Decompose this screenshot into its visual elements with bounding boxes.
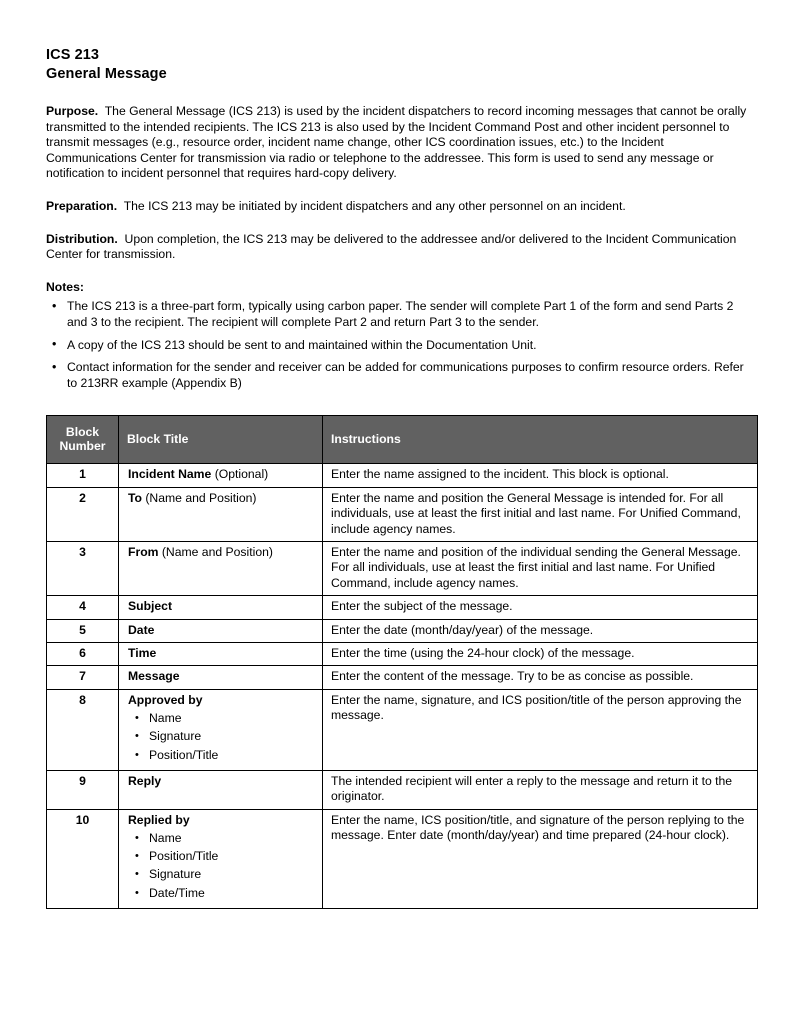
purpose-paragraph [46, 104, 756, 182]
notes-list-item [46, 360, 756, 391]
block-title-subitem [128, 709, 316, 727]
table-row [47, 596, 758, 619]
cell-instructions: Enter the name and position the General Message is intended for. For all individuals, use at least the first initial and last name. For Unified Command, include agency names. [323, 487, 758, 541]
table-row [47, 464, 758, 487]
cell-block-title [119, 464, 323, 487]
notes-item-text: A copy of the ICS 213 should be sent to and maintained within the Documentation Unit. [67, 337, 537, 352]
cell-instructions: Enter the name assigned to the incident. This block is optional. [323, 464, 758, 487]
notes-list [46, 299, 756, 391]
block-title-subitem [128, 746, 316, 764]
cell-instructions: Enter the content of the message. Try to be as concise as possible. [323, 666, 758, 689]
column-header-block-number-line2: Number [59, 439, 106, 454]
purpose-label: Purpose. [46, 104, 99, 118]
bullet-icon: • [135, 868, 139, 881]
block-title-subitem [128, 829, 316, 847]
bullet-icon: • [52, 359, 57, 374]
block-title-bold: Message [128, 669, 180, 684]
preparation-paragraph [46, 199, 756, 215]
block-title-bold: To [128, 490, 142, 505]
table-row [47, 541, 758, 595]
table-row [47, 487, 758, 541]
distribution-label: Distribution. [46, 231, 118, 246]
page-title-line1: ICS 213 [46, 47, 100, 63]
bullet-icon: • [135, 850, 139, 863]
notes-heading: Notes: [46, 279, 84, 294]
block-title-bold: From [128, 544, 159, 559]
block-title-bold: Subject [128, 599, 173, 614]
column-header-block-title: Block Title [119, 416, 323, 464]
cell-instructions: Enter the name, signature, and ICS position/title of the person approving the message. [323, 689, 758, 770]
table-row [47, 770, 758, 809]
block-title-bold: Time [128, 645, 157, 660]
block-title-bold: Approved by [128, 692, 203, 707]
bullet-icon: • [52, 337, 57, 352]
cell-block-number: 2 [47, 487, 119, 541]
cell-block-title [119, 689, 323, 770]
block-title-bold: Incident Name [128, 467, 212, 482]
block-title-subitem-list [128, 829, 316, 902]
block-title-subitem-label: Date/Time [149, 885, 205, 900]
block-title-subitem [128, 847, 316, 865]
page-title-line2: General Message [46, 65, 167, 82]
spacer [46, 182, 756, 199]
cell-block-title [119, 487, 323, 541]
cell-instructions: Enter the name, ICS position/title, and signature of the person replying to the message. Enter date (month/day/year) and time prepared (24-hour clock). [323, 809, 758, 908]
bullet-icon: • [135, 886, 139, 899]
cell-block-number: 10 [47, 809, 119, 908]
block-reference-table [46, 415, 758, 909]
cell-instructions: Enter the time (using the 24-hour clock) of the message. [323, 642, 758, 665]
block-title-subitem-label: Position/Title [149, 747, 219, 762]
column-header-block-number [47, 416, 119, 464]
block-title-regular: (Name and Position) [158, 544, 273, 559]
notes-list-item [46, 299, 756, 330]
block-title-subitem-label: Position/Title [149, 849, 219, 864]
cell-instructions: Enter the subject of the message. [323, 596, 758, 619]
preparation-label: Preparation. [46, 198, 118, 213]
block-title-subitem-label: Name [149, 711, 182, 726]
cell-block-number: 6 [47, 642, 119, 665]
notes-item-text: The ICS 213 is a three-part form, typically using carbon paper. The sender will complete Part 1 of the form and send Parts 2 and 3 to the recipient. The recipient will complete Part 2 and return Part 3 to the sender. [67, 299, 734, 329]
spacer [46, 83, 756, 104]
page-title [46, 46, 756, 83]
cell-block-number: 3 [47, 541, 119, 595]
bullet-icon: • [135, 748, 139, 761]
cell-block-number: 7 [47, 666, 119, 689]
block-title-subitem [128, 727, 316, 745]
bullet-icon: • [135, 712, 139, 725]
block-title-regular: (Name and Position) [141, 490, 257, 505]
block-title-subitem-label: Signature [149, 867, 202, 882]
table-row [47, 642, 758, 665]
table-body [47, 464, 758, 909]
table-row [47, 689, 758, 770]
block-title-subitem [128, 865, 316, 883]
bullet-icon: • [135, 832, 139, 845]
distribution-text: Upon completion, the ICS 213 may be delivered to the addressee and/or delivered to the Incident Communication Center for transmission. [46, 231, 737, 262]
bullet-icon: • [52, 298, 57, 313]
column-header-block-number-line1: Block [65, 424, 100, 439]
spacer [46, 215, 756, 232]
table-row [47, 619, 758, 642]
bullet-icon: • [135, 730, 139, 743]
block-title-bold: Date [128, 622, 155, 637]
purpose-text: The General Message (ICS 213) is used by the incident dispatchers to record incoming messages that cannot be orally transmitted to the intended recipients. The ICS 213 is also used by the Incident Command Post and other incident personnel to transmit messages (e.g., resource order, incident name change, other ICS coordination issues, etc.) to the Incident Communications Center for transmission via radio or telephone to the addressee. This form is used to send any message or notification to incident personnel that requires hard-copy delivery. [46, 104, 747, 181]
cell-block-title [119, 770, 323, 809]
block-title-regular: (Optional) [211, 467, 269, 482]
cell-instructions: The intended recipient will enter a reply to the message and return it to the originator. [323, 770, 758, 809]
block-title-bold: Replied by [128, 812, 190, 827]
spacer [46, 263, 756, 280]
cell-block-number: 8 [47, 689, 119, 770]
block-title-subitem-list [128, 709, 316, 764]
cell-block-number: 5 [47, 619, 119, 642]
table-row [47, 666, 758, 689]
notes-list-item [46, 338, 756, 354]
block-title-subitem-label: Signature [149, 729, 202, 744]
cell-block-title [119, 642, 323, 665]
table-row [47, 809, 758, 908]
preparation-text: The ICS 213 may be initiated by incident dispatchers and any other personnel on an incident. [123, 198, 626, 213]
cell-block-number: 4 [47, 596, 119, 619]
cell-block-title [119, 619, 323, 642]
block-reference-table-wrapper [46, 415, 756, 909]
block-title-bold: Reply [128, 773, 162, 788]
notes-item-text: Contact information for the sender and receiver can be added for communications purposes to confirm resource orders. Refer to 213RR example (Appendix B) [67, 360, 744, 390]
cell-block-title [119, 666, 323, 689]
column-header-instructions: Instructions [323, 416, 758, 464]
table-header [47, 416, 758, 464]
distribution-paragraph [46, 232, 756, 263]
cell-block-title [119, 809, 323, 908]
cell-block-number: 1 [47, 464, 119, 487]
cell-block-number: 9 [47, 770, 119, 809]
block-title-subitem [128, 884, 316, 902]
block-title-subitem-label: Name [149, 831, 182, 846]
cell-instructions: Enter the name and position of the individual sending the General Message. For all individuals, use at least the first initial and last name. For Unified Command, include agency names. [323, 541, 758, 595]
table-header-row [47, 416, 758, 464]
cell-block-title [119, 541, 323, 595]
cell-instructions: Enter the date (month/day/year) of the message. [323, 619, 758, 642]
cell-block-title [119, 596, 323, 619]
